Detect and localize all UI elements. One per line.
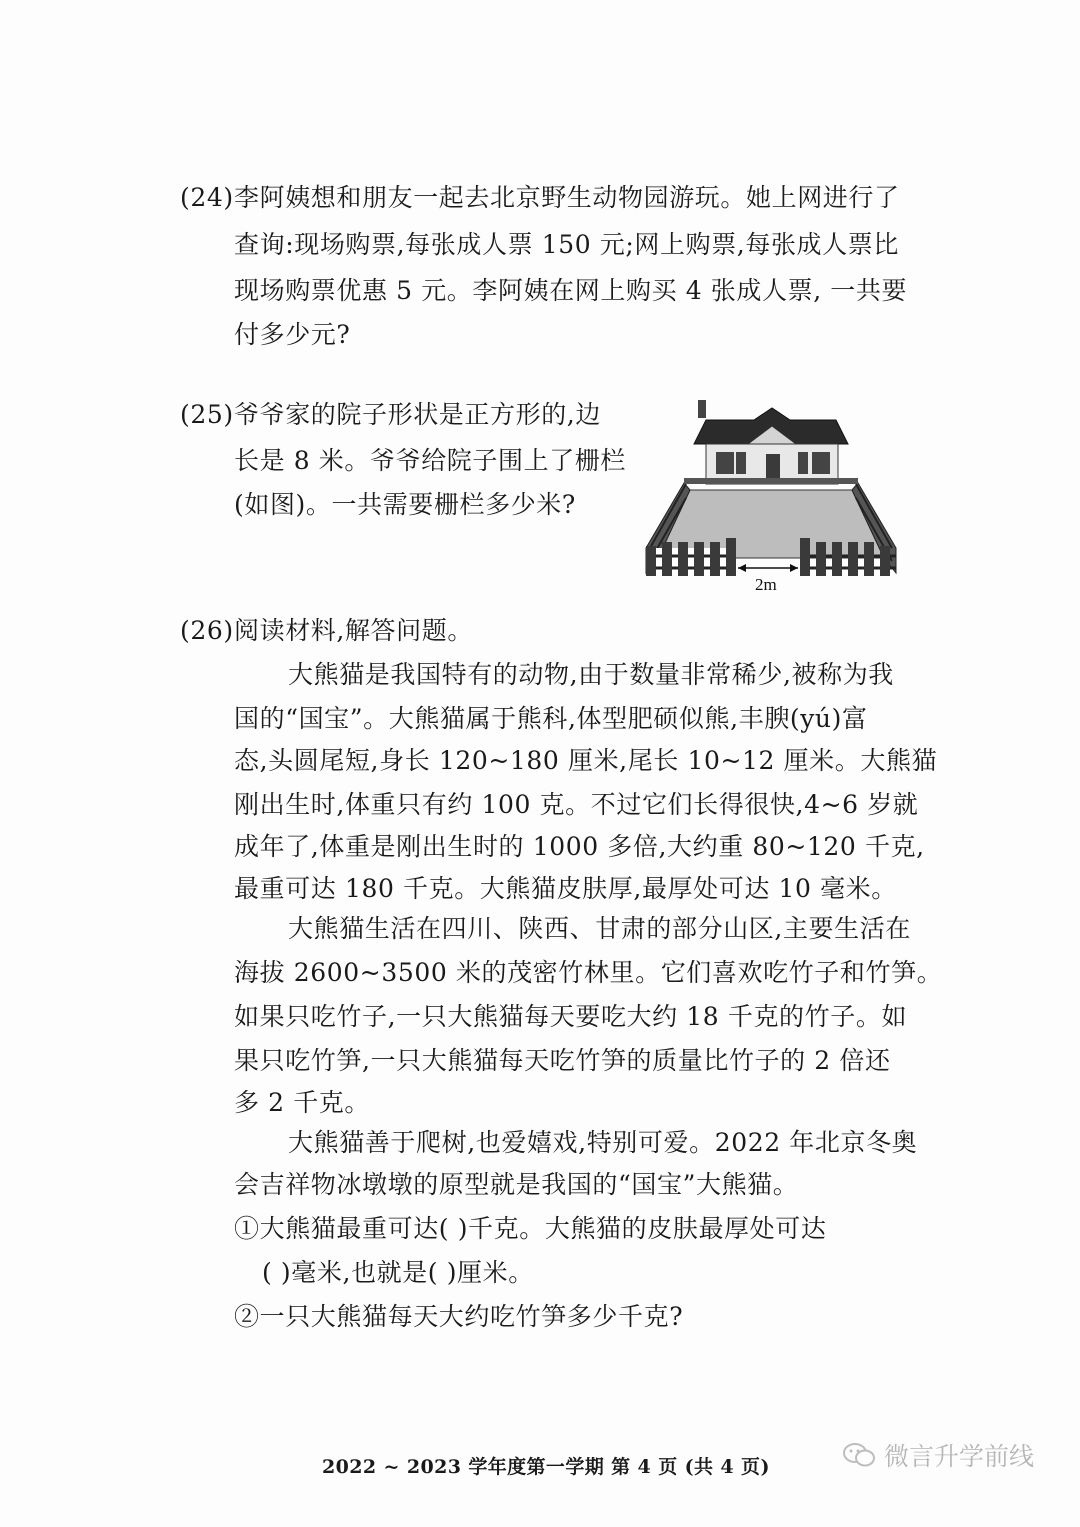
q26-subq1-line-1: ①大熊猫最重可达( )千克。大熊猫的皮肤最厚处可达	[234, 1214, 827, 1243]
q26-line-intro: (26)阅读材料,解答问题。	[180, 616, 473, 645]
q26-para1-line-3: 态,头圆尾短,身长 120~180 厘米,尾长 10~12 厘米。大熊猫	[234, 746, 938, 775]
q26-para2-line-5: 多 2 千克。	[234, 1088, 370, 1117]
q26-para2-line-3: 如果只吃竹子,一只大熊猫每天要吃大约 18 千克的竹子。如	[234, 1002, 908, 1031]
watermark	[842, 1433, 1034, 1477]
q26-para2-line-1: 大熊猫生活在四川、陕西、甘肃的部分山区,主要生活在	[288, 914, 911, 943]
q26-para1-line-2: 国的“国宝”。大熊猫属于熊科,体型肥硕似熊,丰腴(yú)富	[234, 704, 868, 733]
q26-subq1-line-2: ( )毫米,也就是( )厘米。	[262, 1258, 534, 1287]
q26-para3-line-1: 大熊猫善于爬树,也爱嬉戏,特别可爱。2022 年北京冬奥	[288, 1128, 918, 1157]
q25-number: (25)	[180, 400, 234, 429]
q26-para3-line-2: 会吉祥物冰墩墩的原型就是我国的“国宝”大熊猫。	[234, 1170, 799, 1199]
q24-line-3: 现场购票优惠 5 元。李阿姨在网上购买 4 张成人票, 一共要	[234, 276, 908, 305]
chat-bubble-icon	[842, 1441, 876, 1469]
q26-para1-line-5: 成年了,体重是刚出生时的 1000 多倍,大约重 80~120 千克,	[234, 832, 925, 861]
q24-line-1: (24)李阿姨想和朋友一起去北京野生动物园游玩。她上网进行了	[180, 183, 900, 212]
q26-para2-line-4: 果只吃竹笋,一只大熊猫每天吃竹笋的质量比竹子的 2 倍还	[234, 1046, 891, 1075]
house-fence-figure	[640, 398, 902, 596]
q25-line-3: (如图)。一共需要栅栏多少米?	[234, 490, 576, 519]
page-footer: 2022 ~ 2023 学年度第一学期 第 4 页 (共 4 页)	[322, 1456, 770, 1478]
watermark-text: 微言升学前线	[884, 1442, 1035, 1471]
q24-line-4: 付多少元?	[234, 320, 351, 349]
house-fence-illustration	[640, 398, 902, 596]
q26-para1-line-4: 刚出生时,体重只有约 100 克。不过它们长得很快,4~6 岁就	[234, 790, 919, 819]
q26-para1-line-1: 大熊猫是我国特有的动物,由于数量非常稀少,被称为我	[288, 660, 894, 689]
q26-para1-line-6: 最重可达 180 千克。大熊猫皮肤厚,最厚处可达 10 毫米。	[234, 874, 897, 903]
q26-subq2: ②一只大熊猫每天大约吃竹笋多少千克?	[234, 1302, 684, 1331]
gap-width-label: 2m	[755, 575, 777, 594]
q25-line-1: (25)爷爷家的院子形状是正方形的,边	[180, 400, 601, 429]
q26-number: (26)	[180, 616, 234, 645]
q25-line-2: 长是 8 米。爷爷给院子围上了栅栏	[234, 446, 627, 475]
q24-number: (24)	[180, 183, 234, 212]
q24-line-2: 查询:现场购票,每张成人票 150 元;网上购票,每张成人票比	[234, 230, 899, 259]
q26-para2-line-2: 海拔 2600~3500 米的茂密竹林里。它们喜欢吃竹子和竹笋。	[234, 958, 943, 987]
